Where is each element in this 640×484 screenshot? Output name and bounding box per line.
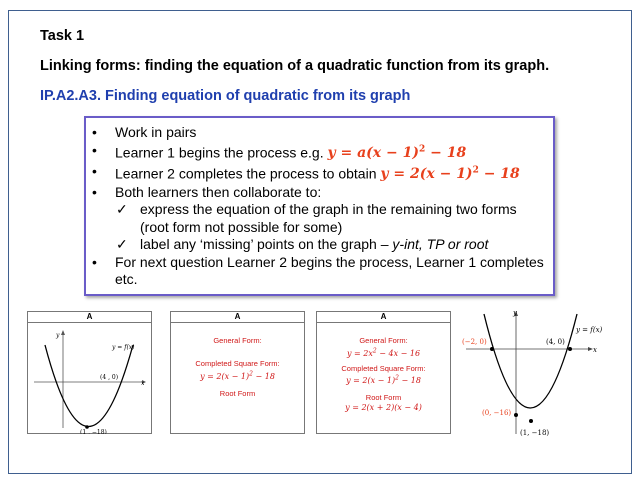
- instruction-text: Both learners then collaborate to:: [115, 183, 322, 200]
- completed-square-label: Completed Square Form:: [341, 363, 426, 373]
- instruction-text: express the equation of the graph in the remaining two forms (root form not possible for some): [140, 201, 517, 235]
- instructions-box: [84, 116, 555, 296]
- forms-card: [170, 311, 305, 434]
- objective-heading: IP.A2.A3. Finding equation of quadratic from its graph: [40, 88, 411, 104]
- instruction-subitem: [92, 201, 547, 236]
- quadratic-graph: [28, 323, 153, 434]
- x-axis-label: x: [593, 346, 597, 354]
- instruction-text: Work in pairs: [115, 124, 197, 140]
- instruction-item: [92, 142, 547, 163]
- vertex-label: (1, −18): [520, 429, 550, 437]
- card-header: A: [171, 312, 304, 323]
- root-form-label: Root Form: [219, 388, 256, 398]
- completed-square-equation: $y = 2(x - 1)^2 - 18$: [200, 370, 275, 381]
- completed-square-equation: $y = 2(x - 1)^2 - 18$: [346, 374, 421, 386]
- graph-card: [27, 311, 152, 434]
- instruction-text: label any ‘missing’ points on the graph –: [140, 236, 393, 253]
- instruction-text: Learner 1 begins the process e.g.: [115, 144, 328, 161]
- instruction-item: [92, 254, 547, 289]
- general-form-label: General Form:: [359, 336, 408, 345]
- x-axis-label: x: [141, 380, 145, 387]
- general-form-label: General Form:: [213, 336, 262, 345]
- y-axis-label: y: [513, 309, 517, 317]
- checkmark-icon: ✓: [116, 236, 128, 253]
- card-header: A: [28, 312, 151, 323]
- example-equation: $y = a(x - 1)^2 - 18$: [327, 144, 467, 162]
- bullet-icon: •: [92, 183, 97, 200]
- instruction-item: [92, 163, 547, 184]
- root-form-label: Root Form: [365, 393, 402, 403]
- root-form-equation: y = 2(x + 2)(x − 4): [345, 403, 422, 413]
- bullet-icon: •: [92, 253, 97, 270]
- root-label: (4 , 0): [100, 374, 119, 381]
- instruction-subitem: [92, 236, 547, 254]
- bullet-icon: •: [92, 141, 97, 158]
- instruction-text: Learner 2 completes the process to obtain: [115, 165, 381, 182]
- y-axis-label: y: [56, 332, 60, 339]
- instruction-item: [92, 124, 547, 142]
- task-title: Task 1: [40, 28, 85, 44]
- curve-label: y = f(x): [576, 326, 603, 334]
- subtitle: Linking forms: finding the equation of a quadratic function from its graph.: [40, 58, 550, 74]
- checkmark-icon: ✓: [116, 201, 128, 218]
- y-intercept-label: (0, −16): [482, 409, 512, 417]
- labelled-quadratic-graph: [458, 306, 618, 442]
- instruction-item: [92, 184, 547, 202]
- instruction-text: For next question Learner 2 begins the process, Learner 1 completes etc.: [115, 253, 544, 288]
- vertex-label: (1 , −18): [80, 429, 107, 434]
- bullet-icon: •: [92, 162, 97, 179]
- forms-card-complete: [316, 311, 451, 434]
- completed-square-label: Completed Square Form:: [195, 359, 280, 368]
- root-right-label: (4, 0): [546, 338, 565, 346]
- instruction-italic-text: y-int, TP or root: [392, 236, 489, 253]
- completed-equation: $y = 2(x - 1)^2 - 18$: [380, 165, 520, 183]
- bullet-icon: •: [92, 124, 97, 140]
- general-form-equation: $y = 2x^2 - 4x - 16$: [346, 347, 421, 358]
- card-header: A: [317, 312, 450, 323]
- curve-label: y = f(x): [112, 344, 135, 351]
- root-left-label: (−2, 0): [462, 338, 487, 346]
